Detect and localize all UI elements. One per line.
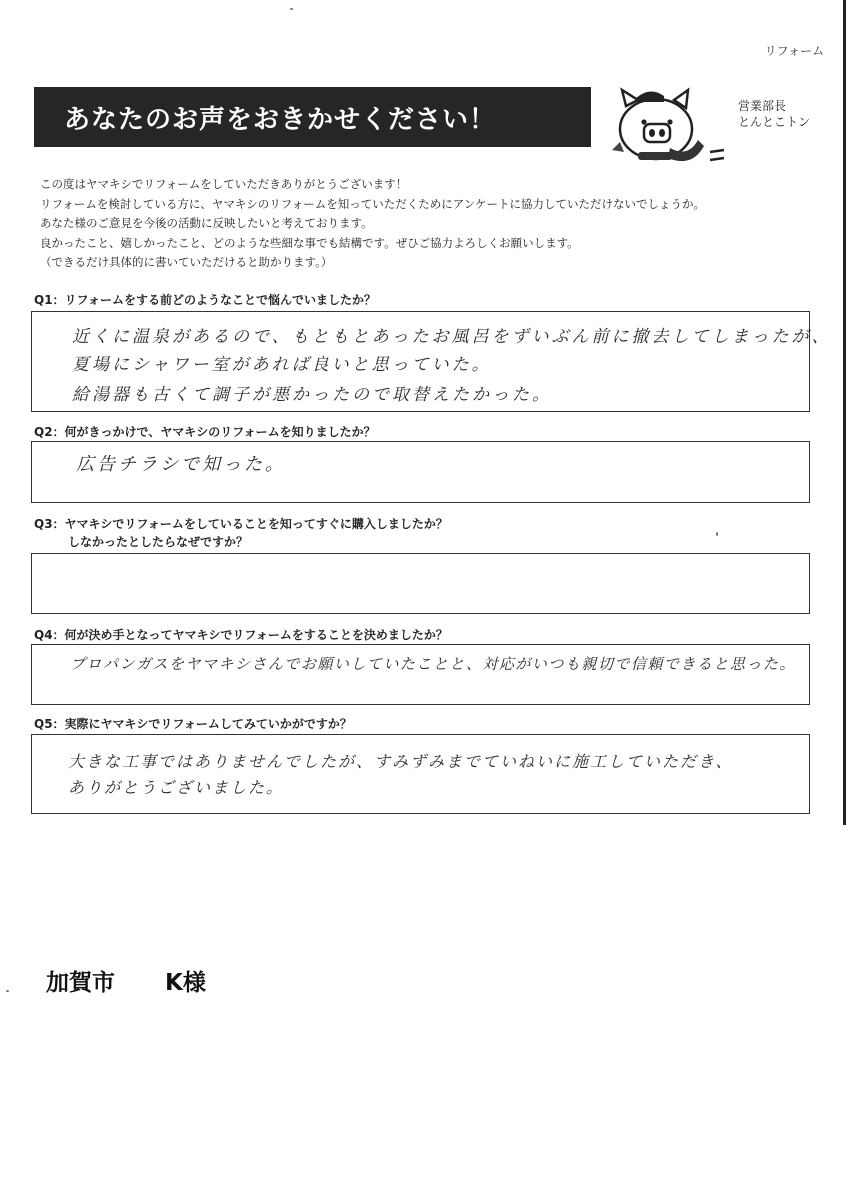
- answer-5-line-1: 大きな工事ではありませんでしたが、すみずみまでていねいに施工していただき、: [68, 752, 734, 771]
- intro-text: [40, 175, 705, 273]
- intro-line: この度はヤマキシでリフォームをしていただきありがとうございます！: [40, 177, 408, 191]
- mascot-role: 営業部長: [738, 99, 787, 113]
- question-3-line-2: しなかったとしたらなぜですか？: [68, 535, 249, 549]
- question-3-line-1: Q3：ヤマキシでリフォームをしていることを知ってすぐに購入しましたか？: [34, 517, 448, 531]
- answer-1-line-1: 近くに温泉があるので、もともとあったお風呂をずいぶん前に撤去してしまったが、: [72, 327, 832, 347]
- answer-3-box: [31, 553, 810, 614]
- answer-1-line-2: 夏場にシャワー室があれば良いと思っていた。: [72, 355, 492, 375]
- customer-signature: [46, 964, 206, 997]
- intro-line: リフォームを検討している方に、ヤマキシのリフォームを知っていただくためにアンケートに協力していただけないでしょうか。: [40, 196, 706, 211]
- customer-city: 加賀市: [46, 970, 115, 996]
- scan-speck: [716, 532, 718, 536]
- pig-mascot-icon: [608, 84, 728, 174]
- answer-4-line-1: プロパンガスをヤマキシさんでお願いしていたことと、対応がいつも親切で信頼できると思った。: [70, 655, 796, 673]
- answer-4-box: [31, 644, 810, 705]
- question-5-label: Q5：実際にヤマキシでリフォームしてみていかがですか？: [34, 717, 352, 731]
- question-1-label: Q1：リフォームをする前どのようなことで悩んでいましたか？: [34, 293, 376, 307]
- intro-line: 良かったこと、嬉しかったこと、どのような些細な事でも結構です。ぜひご協力よろしくお願いします。: [40, 235, 579, 250]
- answer-1-line-3: 給湯器も古くて調子が悪かったので取替えたかった。: [72, 385, 552, 405]
- question-3-label: [34, 515, 448, 551]
- question-2-label: Q2：何がきっかけで、ヤマキシのリフォームを知りましたか？: [34, 425, 376, 439]
- answer-1-box: [31, 311, 832, 412]
- scan-edge: [843, 0, 846, 825]
- intro-line: あなた様のご意見を今後の活動に反映したいと考えております。: [40, 216, 373, 231]
- customer-name: K様: [165, 970, 206, 996]
- question-4-label: Q4：何が決め手となってヤマキシでリフォームをすることを決めましたか？: [34, 628, 448, 642]
- category-label: リフォーム: [764, 44, 824, 58]
- answer-5-box: [31, 734, 810, 814]
- page-title-banner: [34, 87, 591, 147]
- intro-line: （できるだけ具体的に書いていただけると助かります。）: [40, 255, 333, 270]
- answer-5-line-2: ありがとうございました。: [68, 778, 285, 797]
- scan-speck: [290, 8, 293, 10]
- answer-2-box: [31, 441, 810, 503]
- mascot-caption: [738, 98, 810, 130]
- mascot-name: とんとこトン: [738, 115, 811, 129]
- page-title: あなたのお声をおきかせください！: [64, 104, 497, 135]
- scan-speck: [6, 990, 9, 992]
- answer-2-line-1: 広告チラシで知った。: [76, 454, 286, 475]
